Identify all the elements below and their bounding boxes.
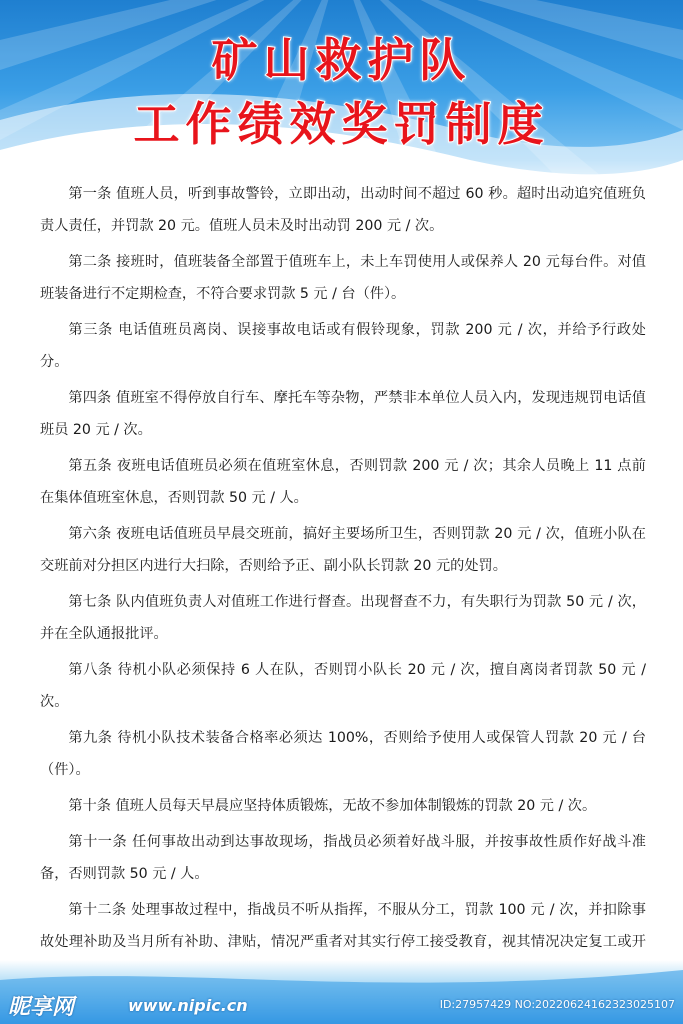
article-7: 第七条 队内值班负责人对值班工作进行督查。出现督查不力，有失职行为罚款 50 元 / 次，并在全队通报批评。 (40, 594, 646, 642)
article-1: 第一条 值班人员，听到事故警铃，立即出动，出动时间不超过 60 秒。超时出动追究值班负责人责任，并罚款 20 元。值班人员未及时出动罚 200 元 / 次。 (40, 186, 646, 234)
article-10: 第十条 值班人员每天早晨应坚持体质锻炼，无故不参加体制锻炼的罚款 20 元 / 次。 (68, 798, 597, 814)
title-line-1: 矿山救护队 (211, 33, 472, 87)
article-3: 第三条 电话值班员离岗、误接事故电话或有假铃现象，罚款 200 元 / 次，并给予行政处分。 (40, 322, 646, 370)
footer-wave-background (0, 960, 683, 1024)
regulation-body (40, 178, 646, 994)
article-12: 第十二条 处理事故过程中，指战员不听从指挥，不服从分工，罚款 100 元 / 次，并扣除事故处理补助及当月所有补助、津贴，情况严重者对其实行停工接受教育，视其情况决定复工或开 (40, 902, 646, 950)
watermark-logo: 昵享网 (8, 995, 75, 1020)
article-9: 第九条 待机小队技术装备合格率必须达 100%，否则给予使用人或保管人罚款 20 元 / 台（件）。 (40, 730, 646, 778)
article-11: 第十一条 任何事故出动到达事故现场，指战员必须着好战斗服，并按事故性质作好战斗准备，否则罚款 50 元 / 人。 (40, 834, 646, 882)
article-8: 第八条 待机小队必须保持 6 人在队，否则罚小队长 20 元 / 次，擅自离岗者罚款 50 元 / 次。 (40, 662, 646, 710)
article-5: 第五条 夜班电话值班员必须在值班室休息，否则罚款 200 元 / 次；其余人员晚上 11 点前在集体值班室休息，否则罚款 50 元 / 人。 (40, 458, 646, 506)
watermark-url: www.nipic.cn (128, 996, 248, 1015)
article-2: 第二条 接班时，值班装备全部置于值班车上，未上车罚使用人或保养人 20 元每台件。对值班装备进行不定期检查，不符合要求罚款 5 元 / 台（件）。 (40, 254, 646, 302)
watermark-id: ID:27957429 NO:20220624162323025107 (439, 998, 675, 1011)
title-line-2: 工作绩效奖罚制度 (133, 97, 550, 151)
article-4: 第四条 值班室不得停放自行车、摩托车等杂物，严禁非本单位人员入内，发现违规罚电话值班员 20 元 / 次。 (40, 390, 646, 438)
article-6: 第六条 夜班电话值班员早晨交班前，搞好主要场所卫生，否则罚款 20 元 / 次，值班小队在交班前对分担区内进行大扫除，否则给予正、副小队长罚款 20 元的处罚。 (40, 526, 646, 574)
footer-wave-decoration (0, 960, 683, 1024)
page-title (0, 28, 683, 156)
